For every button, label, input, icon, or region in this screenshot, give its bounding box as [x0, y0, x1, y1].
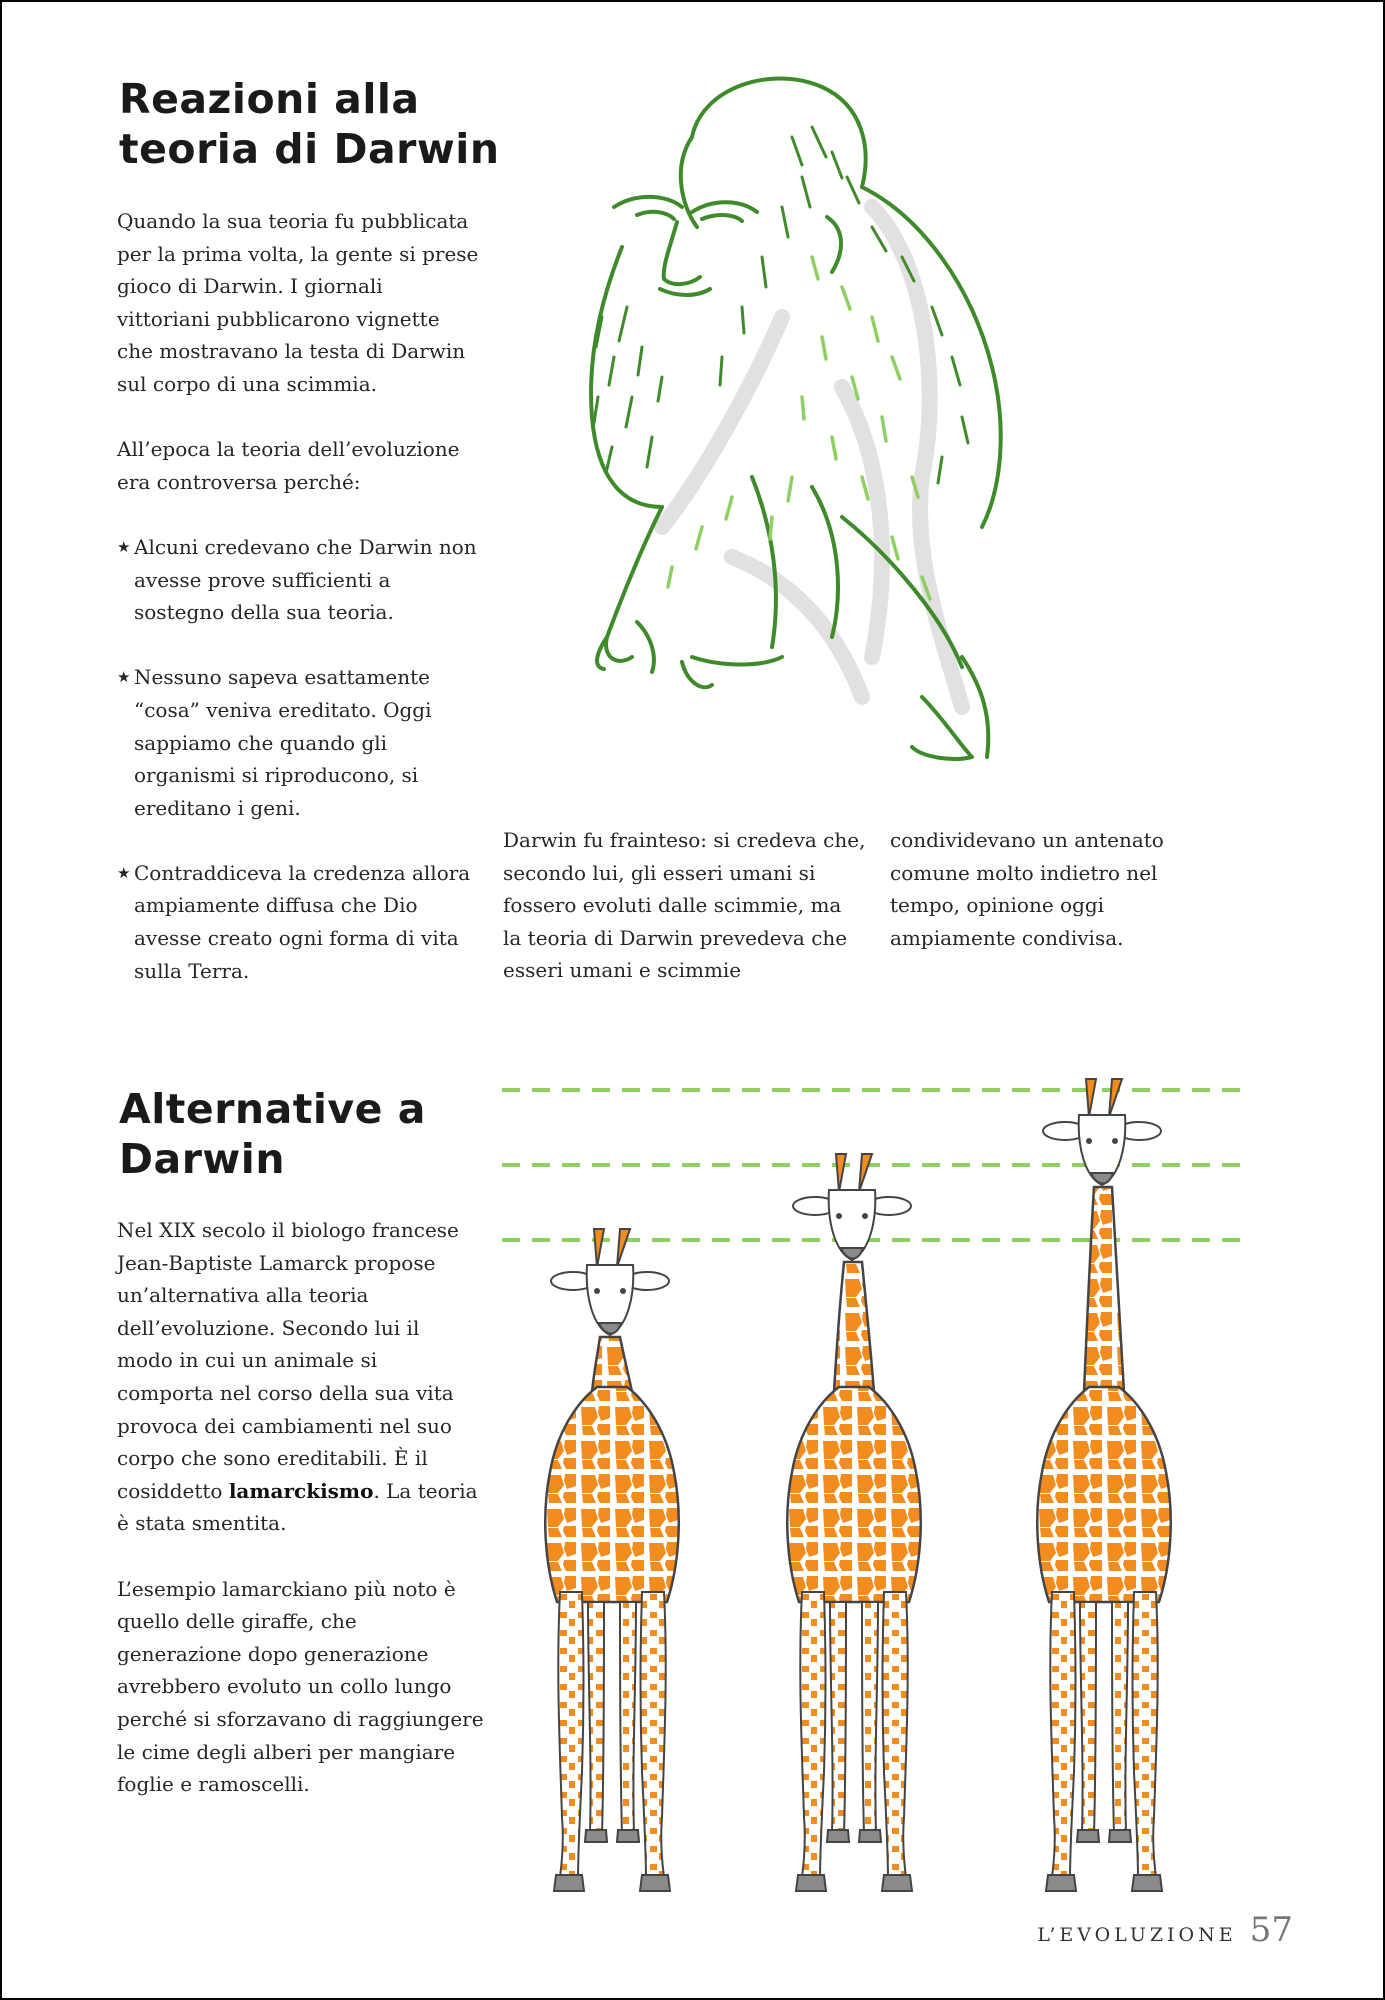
caption-line: tempo, opinione oggi — [890, 893, 1105, 918]
bullet-item — [117, 857, 487, 987]
paragraph-line: le cime degli alberi per mangiare — [117, 1739, 456, 1764]
bullet-item — [117, 661, 487, 824]
section2-body — [117, 1214, 487, 1801]
bullet-line: Alcuni credevano che Darwin non — [134, 534, 477, 559]
section1-title-line1: Reazioni alla — [119, 75, 420, 123]
bullet-line: Contraddiceva la credenza allora — [134, 860, 471, 885]
lead-line: All’epoca la teoria dell’evoluzione — [117, 437, 460, 462]
bullet-line: ampiamente diffusa che Dio — [134, 893, 418, 918]
ape-caption-column-2 — [890, 824, 1220, 954]
star-bullet-icon: ★ — [117, 668, 131, 687]
paragraph-line: modo in cui un animale si — [117, 1348, 378, 1373]
ape-fur-strokes — [668, 257, 930, 599]
star-bullet-icon: ★ — [117, 537, 131, 556]
running-section-label: L’EVOLUZIONE — [1037, 1924, 1237, 1946]
caption-line: comune molto indietro nel — [890, 860, 1158, 885]
darwin-ape-illustration — [542, 57, 1102, 777]
bullet-line: organismi si riproducono, si — [134, 763, 419, 788]
paragraph-line: è stata smentita. — [117, 1511, 287, 1536]
section2-title-line2: Darwin — [119, 1135, 286, 1183]
bullet-line: sostegno della sua teoria. — [134, 600, 394, 625]
paragraph-line: perché si sforzavano di raggiungere — [117, 1706, 484, 1731]
caption-line: la teoria di Darwin prevedeva che — [503, 925, 848, 950]
paragraph-line: corpo che sono ereditabili. È il — [117, 1446, 428, 1471]
section1-body — [117, 205, 487, 987]
section2-title-line1: Alternative a — [119, 1085, 426, 1133]
paragraph-line: comporta nel corso della sua vita — [117, 1380, 454, 1405]
bullet-item — [117, 531, 487, 629]
paragraph-line-with-term — [117, 1475, 487, 1508]
section2-title — [119, 1084, 426, 1184]
section1-title — [119, 74, 500, 174]
paragraph-line: Jean-Baptiste Lamarck propose — [117, 1250, 436, 1275]
intro-line: per la prima volta, la gente si prese — [117, 241, 479, 266]
page-number: 57 — [1249, 1910, 1293, 1950]
page-footer — [1037, 1910, 1293, 1950]
lead-line: era controversa perché: — [117, 469, 361, 494]
paragraph-line: L’esempio lamarckiano più noto è — [117, 1576, 456, 1601]
bullet-line: ereditano i geni. — [134, 795, 301, 820]
paragraph-line: quello delle giraffe, che — [117, 1609, 357, 1634]
giraffe-medium-neck — [787, 1154, 920, 1891]
caption-line: ampiamente condivisa. — [890, 925, 1124, 950]
bullet-line: avesse prove sufficienti a — [134, 567, 391, 592]
paragraph-line: avrebbero evoluto un collo lungo — [117, 1674, 452, 1699]
intro-line: che mostravano la testa di Darwin — [117, 339, 466, 364]
bullet-line: sulla Terra. — [134, 958, 250, 983]
caption-line: secondo lui, gli esseri umani si — [503, 860, 816, 885]
giraffes-illustration — [502, 1072, 1247, 1862]
intro-line: gioco di Darwin. I giornali — [117, 274, 383, 299]
caption-line: Darwin fu frainteso: si credeva che, — [503, 828, 866, 852]
paragraph-line: dell’evoluzione. Secondo lui il — [117, 1315, 420, 1340]
bullet-line: Nessuno sapeva esattamente — [134, 665, 431, 690]
intro-line: Quando la sua teoria fu pubblicata — [117, 209, 469, 233]
paragraph-line: foglie e ramoscelli. — [117, 1772, 310, 1797]
intro-line: vittoriani pubblicarono vignette — [117, 306, 440, 331]
bullet-line: avesse creato ogni forma di vita — [134, 926, 459, 951]
caption-line: fossero evoluti dalle scimmie, ma — [503, 893, 842, 918]
giraffe-long-neck — [1037, 1079, 1170, 1891]
caption-line: esseri umani e scimmie — [503, 958, 742, 983]
lamarckism-term: lamarckismo — [228, 1478, 374, 1503]
bullet-line: sappiamo che quando gli — [134, 730, 388, 755]
giraffe-short-neck — [545, 1229, 678, 1891]
paragraph-line: un’alternativa alla teoria — [117, 1283, 369, 1308]
intro-line: sul corpo di una scimmia. — [117, 371, 377, 396]
ape-shadow — [662, 207, 962, 707]
text-fragment: cosiddetto — [117, 1478, 229, 1503]
paragraph-line: generazione dopo generazione — [117, 1641, 429, 1666]
paragraph-line: Nel XIX secolo il biologo francese — [117, 1218, 459, 1242]
text-fragment: . La teoria — [373, 1478, 478, 1503]
bullet-line: “cosa” veniva ereditato. Oggi — [134, 697, 432, 722]
paragraph-line: provoca dei cambiamenti nel suo — [117, 1413, 452, 1438]
section1-title-line2: teoria di Darwin — [119, 125, 500, 173]
caption-line: condividevano un antenato — [890, 828, 1164, 852]
ape-caption-column-1 — [503, 824, 883, 987]
star-bullet-icon: ★ — [117, 863, 131, 882]
